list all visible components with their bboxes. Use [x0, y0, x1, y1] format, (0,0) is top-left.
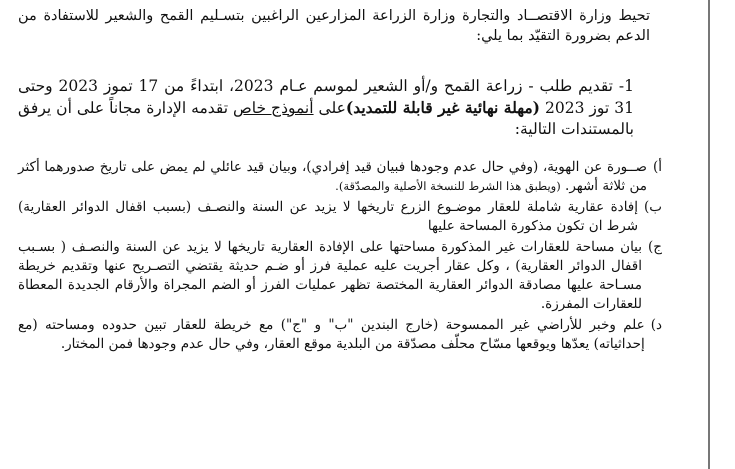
list-item-c-text: بيان مساحة للعقارات غير المذكورة مساحتها على الإفادة العقارية تاريخها لا يزيد عن السنة والنصـف ( بسـبب اقفال الدوائر العقارية) ، وكل عقار أجريت عليه عملية فرز أو ضـم حديثة يقتضي التصـريح عنها وتقديم خريطة مسـاحة عليها مصادقة الدوائر العقارية المختصة تظهر عمليات الفرز أو الضم المجراة والأرقام الجديدة المعطاة للعقارات المفرزة.	[18, 239, 643, 312]
list-item-a-text: صــورة عن الهوية، (وفي حال عدم وجودها فبيان قيد إفرادي)، وبيان قيد عائلي لم يمض على تاريخ صدورهما أكثر من ثلاثة أشهر.	[18, 159, 647, 194]
list-item-b-label: ب)	[644, 199, 662, 215]
list-item-b	[18, 198, 662, 236]
list-item-d-text: علم وخبر للأراضي غير الممسوحة (خارج البندين "ب" و "ج") مع خريطة للعقار تبين حدوده ومساحته (مع إحداثياته) يعدّها ويوقعها مسّاح محلّف مصدّقة من البلدية موقع العقار، وفي حال عدم وجودها فمن المختار.	[18, 317, 645, 352]
item-1-paragraph	[18, 76, 634, 140]
item-1-number: 1-	[618, 77, 634, 95]
list-item-d	[18, 316, 662, 354]
item-1-deadline-note: (مهلة نهائية غير قابلة للتمديد)	[345, 98, 541, 117]
list-item-c	[18, 238, 662, 314]
list-item-b-text: إفادة عقارية شاملة للعقار موضـوع الزرع تاريخها لا يزيد عن السنة والنصـف (بسبب اقفال الدوائر العقارية) شرط ان تكون مذكورة المساحة عليها	[18, 199, 639, 234]
item-1-form-name: أنموذج خاص	[233, 99, 314, 117]
list-item-d-label: د)	[650, 317, 662, 333]
item-1-text-middle: على	[318, 99, 346, 117]
list-item-a-label: أ)	[652, 159, 662, 175]
documents-list	[18, 158, 662, 354]
list-item-c-label: ج)	[648, 239, 662, 255]
page-margin-line	[708, 0, 710, 469]
document-page	[18, 6, 702, 469]
item-1-text-before: تقديم طلب - زراعة القمح و/أو الشعير لموسم عـام 2023، ابتداءً من 17 تموز 2023 وحتى 31 توز 2023	[18, 77, 634, 117]
intro-paragraph: تحيط وزارة الاقتصــاد والتجارة وزارة الزراعة المزارعين الراغبين بتسـليم القمح والشعير للاستفادة من الدعم بضرورة التقيّد بما يلي:	[18, 8, 650, 44]
list-item-a	[18, 158, 662, 196]
list-item-a-note: (ويطبق هذا الشرط للنسخة الأصلية والمصدّقة).	[335, 179, 561, 193]
item-1-text-after: تقدمه الإدارة مجاناً على أن يرفق بالمستندات التالية:	[18, 99, 634, 138]
